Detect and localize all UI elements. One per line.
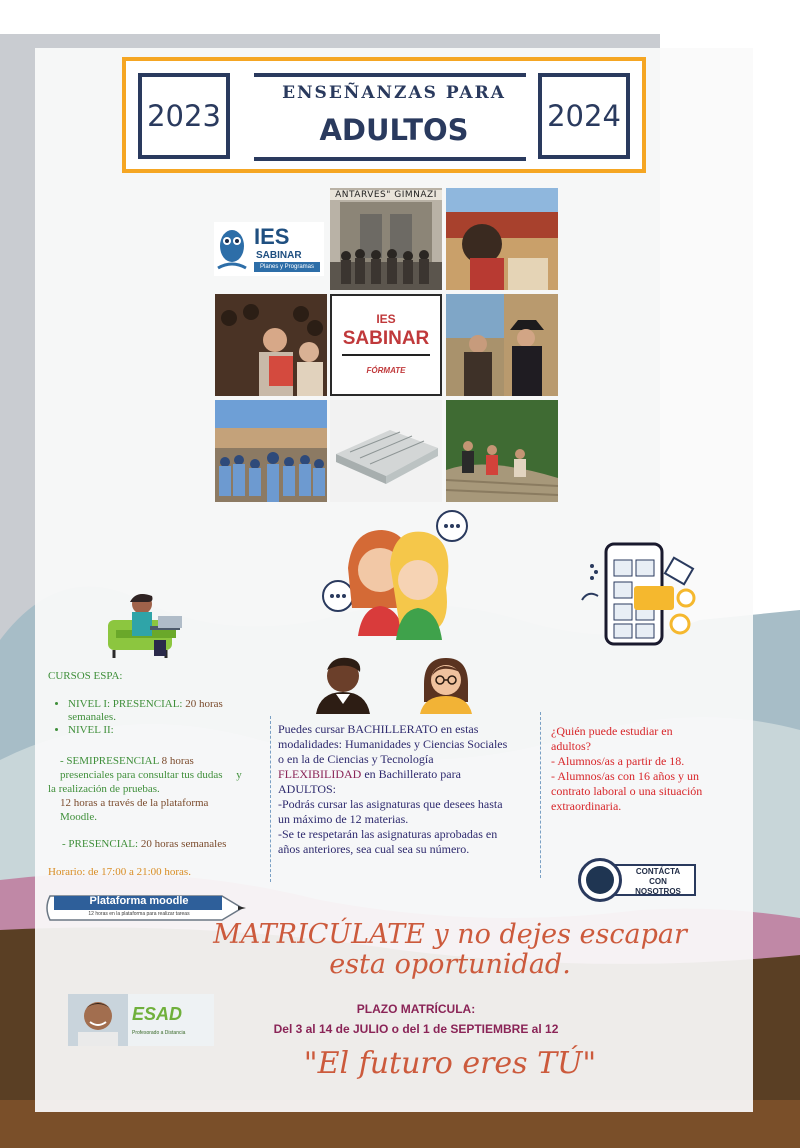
pres-hours: 20 horas semanales [140, 838, 227, 850]
bach-l5: ADULTOS: [278, 782, 337, 796]
photo-sign-text: ANTARVES" GIMNAZI [330, 190, 442, 200]
logo-ies: IES [254, 224, 290, 249]
bach-l1c: en estas [440, 722, 479, 736]
photo-theatre [446, 294, 558, 396]
semi-label: - SEMIPRESENCIAL [60, 755, 159, 767]
semi-y: y [236, 769, 242, 781]
photo-bullring [446, 188, 558, 290]
contact-button[interactable] [578, 858, 700, 902]
semi-line5: Moodle. [60, 811, 97, 823]
tile-ies: IES [376, 312, 396, 326]
header-rule-top [254, 73, 526, 77]
photo-school-yard [215, 400, 327, 502]
plazo-title: PLAZO MATRÍCULA: [356, 1002, 476, 1016]
header-title: ADULTOS [319, 113, 469, 147]
cta-line1: MATRICÚLATE y no dejes escapar [213, 919, 687, 950]
espa-horario: Horario: de 17:00 a 21:00 horas. [48, 866, 191, 878]
photo-garden-stairs [446, 400, 558, 502]
two-women-chat-illustration [318, 508, 470, 640]
photo-campus-render [330, 400, 442, 502]
smartphone-apps-illustration [572, 538, 704, 650]
esad-sub: Profesorado a Distancia [132, 1030, 186, 1036]
espa-nivel1 [68, 698, 260, 724]
moodle-sub: 12 horas en la plataforma para realizar tareas [88, 911, 190, 917]
bachillerato-text [278, 722, 540, 857]
contact-l1: CONTÁCTA [635, 867, 681, 876]
photo-building-group [330, 188, 442, 290]
semi-hours: 8 horas [161, 755, 194, 767]
logo-sabinar: SABINAR [256, 250, 302, 261]
bach-l1a: Puedes cursar [278, 722, 345, 736]
moodle-title: Plataforma moodle [89, 895, 189, 907]
bach-l7: un máximo de 12 materias. [278, 812, 409, 826]
contact-l2: CON [649, 877, 667, 886]
bach-l8: -Se te respetarán las asignaturas aprobadas en [278, 827, 498, 841]
nivel1-label: NIVEL I: PRESENCIAL: [68, 698, 183, 710]
plazo-dates: Del 3 al 14 de JULIO o del 1 de SEPTIEMBRE al 12 [273, 1022, 559, 1036]
esad-banner [68, 994, 214, 1046]
student-laptop-icon [100, 590, 190, 662]
year-right: 2024 [538, 73, 630, 159]
contact-circle-icon [578, 858, 622, 902]
semi-line4: 12 horas a través de la plataforma [60, 797, 209, 809]
header-subtitle: ENSEÑANZAS PARA [282, 83, 506, 103]
center-tile [330, 294, 442, 396]
bach-flexibilidad: FLEXIBILIDAD [278, 767, 362, 781]
owl-icon [216, 224, 248, 274]
quien-l4: - Alumnos/as con 16 años y un [551, 769, 699, 783]
quien-l1: ¿Quién puede estudiar en [551, 724, 673, 738]
year-left: 2023 [138, 73, 230, 159]
bach-l4b: en Bachillerato para [364, 767, 461, 781]
contact-label [624, 867, 692, 897]
espa-presencial [62, 838, 226, 850]
espa-heading [48, 670, 123, 682]
semi-line3: la realización de pruebas. [48, 783, 160, 795]
quien-l6: extraordinaria. [551, 799, 622, 813]
tile-tagline: FÓRMATE [366, 366, 406, 375]
pres-label: - PRESENCIAL: [62, 838, 139, 850]
esad-student-photo [68, 994, 128, 1046]
espa-nivel2 [68, 724, 260, 737]
quien-text [551, 724, 741, 814]
header-rule-bottom [254, 157, 526, 161]
bach-l2: modalidades: Humanidades y Ciencias Sociales [278, 737, 508, 751]
man-avatar-icon [312, 654, 374, 714]
bach-l3: o en la de Ciencias y Tecnología [278, 752, 434, 766]
slogan: "El futuro eres TÚ" [303, 1046, 597, 1081]
espa-levels [50, 698, 260, 737]
semi-line2: presenciales para consultar tus dudas [60, 769, 223, 781]
tile-sabinar: SABINAR [342, 328, 430, 349]
tile-divider [342, 354, 430, 356]
divider-right [540, 712, 541, 878]
quien-l5: contrato laboral o una situación [551, 784, 703, 798]
nivel1-cont: semanales. [68, 711, 116, 723]
woman-avatar-icon [414, 654, 478, 714]
bach-l1b: BACHILLERATO [347, 722, 438, 736]
bach-l6: -Podrás cursar las asignaturas que desees hasta [278, 797, 503, 811]
cta-text [130, 920, 770, 980]
ies-sabinar-logo [214, 222, 324, 276]
header-banner [122, 57, 646, 173]
cta-line2: esta oportunidad. [329, 949, 571, 980]
photo-event-audience [215, 294, 327, 396]
nivel2-label: NIVEL II: [68, 724, 114, 736]
quien-l2: adultos? [551, 739, 591, 753]
bach-l9: años anteriores, sea cual sea su número. [278, 842, 470, 856]
espa-semipresencial [48, 754, 260, 824]
quien-l3: - Alumnos/as a partir de 18. [551, 754, 685, 768]
contact-l3: NOSOTROS [635, 887, 681, 896]
divider-left [270, 716, 271, 882]
logo-tagline: Planes y Programas [254, 262, 320, 272]
esad-logo: ESAD [132, 1004, 183, 1024]
nivel1-hours: 20 horas [185, 698, 223, 710]
espa-heading-text: CURSOS ESPA: [48, 670, 123, 682]
